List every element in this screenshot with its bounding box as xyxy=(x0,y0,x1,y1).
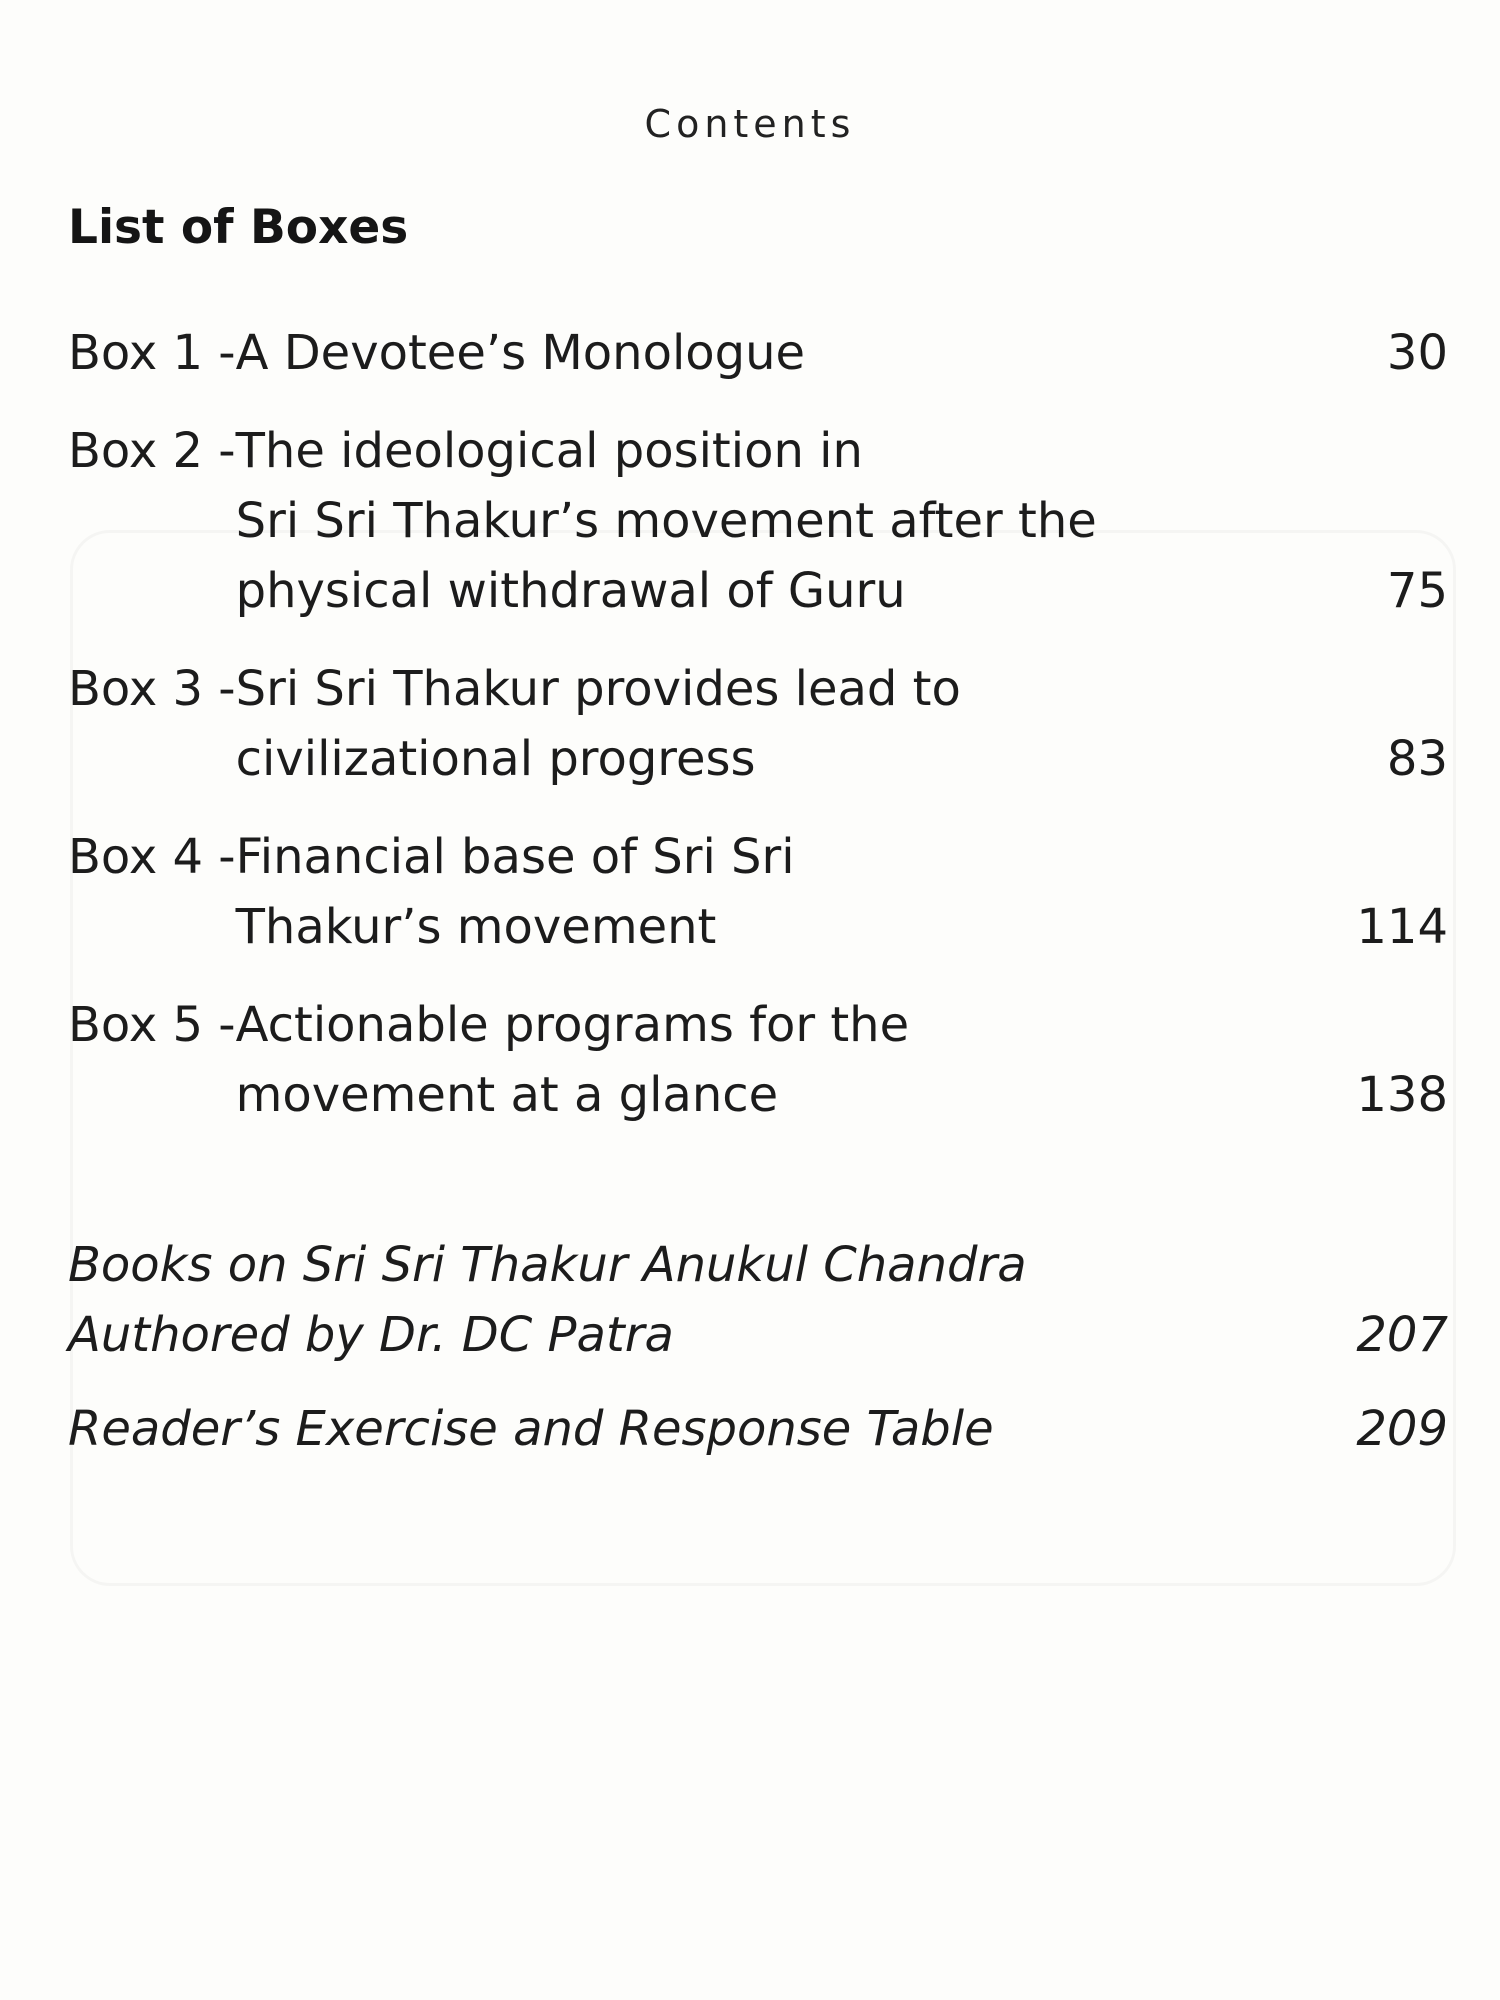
page-number: 83 xyxy=(1386,731,1448,787)
toc-list xyxy=(68,318,1448,1464)
page-number: 207 xyxy=(1356,1307,1448,1363)
box-label: Box 4 - xyxy=(68,829,236,885)
page-number: 30 xyxy=(1386,325,1448,381)
toc-entry-books[interactable] xyxy=(68,1230,1448,1370)
entry-title-line: physical withdrawal of Guru xyxy=(235,563,906,619)
section-title: List of Boxes xyxy=(68,200,409,255)
entry-title-line: Thakur’s movement xyxy=(235,899,717,955)
entry-title-line: movement at a glance xyxy=(235,1067,779,1123)
entry-title-line: Actionable programs for the xyxy=(235,997,910,1053)
entry-title-line: The ideological position in xyxy=(235,423,863,479)
entry-title-line: civilizational progress xyxy=(235,731,756,787)
page-number: 75 xyxy=(1386,563,1448,619)
toc-entry-box-1[interactable] xyxy=(68,318,1448,388)
page-number: 209 xyxy=(1356,1401,1448,1457)
toc-entry-readers-exercise[interactable] xyxy=(68,1394,1448,1464)
box-label: Box 5 - xyxy=(68,997,236,1053)
toc-entry-box-2[interactable] xyxy=(68,416,1448,626)
box-label: Box 1 - xyxy=(68,325,236,381)
entry-title-line: Sri Sri Thakur’s movement after the xyxy=(235,493,1097,549)
entry-title-line: Reader’s Exercise and Response Table xyxy=(68,1401,994,1457)
toc-entry-box-4[interactable] xyxy=(68,822,1448,962)
entry-title-line: Sri Sri Thakur provides lead to xyxy=(235,661,961,717)
running-head: Contents xyxy=(644,102,856,146)
page-number: 114 xyxy=(1356,899,1448,955)
entry-title-line: A Devotee’s Monologue xyxy=(235,325,806,381)
entry-title-line: Authored by Dr. DC Patra xyxy=(68,1307,674,1363)
toc-entry-box-3[interactable] xyxy=(68,654,1448,794)
entry-title-line: Books on Sri Sri Thakur Anukul Chandra xyxy=(68,1237,1027,1293)
toc-entry-box-5[interactable] xyxy=(68,990,1448,1130)
box-label: Box 2 - xyxy=(68,423,236,479)
page-number: 138 xyxy=(1356,1067,1448,1123)
entry-title-line: Financial base of Sri Sri xyxy=(235,829,795,885)
box-label: Box 3 - xyxy=(68,661,236,717)
